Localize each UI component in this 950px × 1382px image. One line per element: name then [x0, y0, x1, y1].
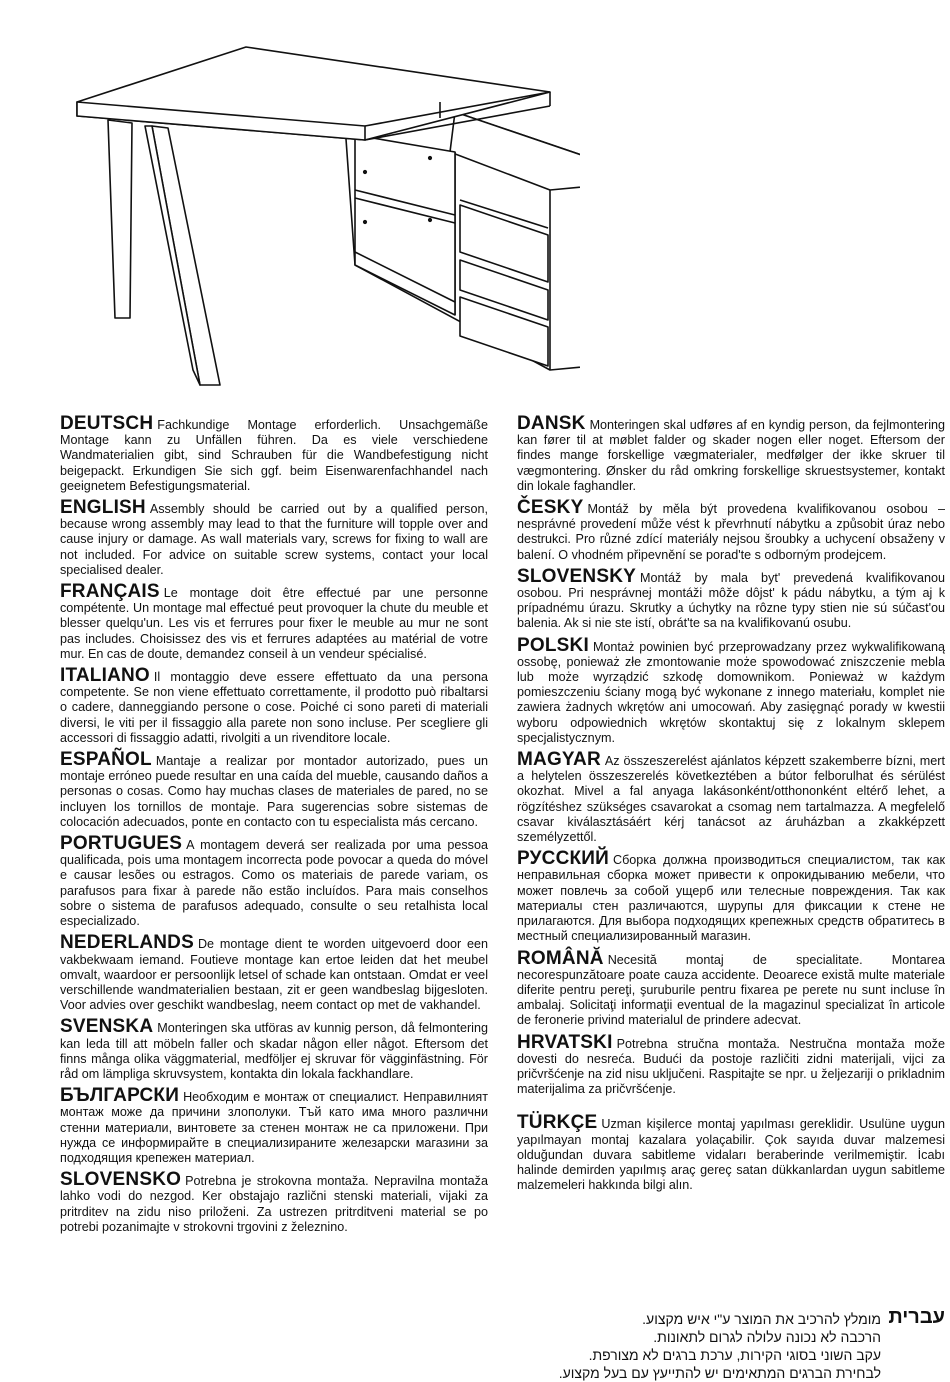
notice-pt: [60, 833, 488, 929]
notice-text: Montaż powinien być przeprowadzany przez wykwalifikowaną ossobę, ponieważ złe zmontowanie może spowodować zniszczenie mebla lub może wyrządzić szkodę domownikom. Ponieważ w każdym pomieszczeniu ściany mogą być wykonane z innego materiału, komplet nie zawiera żadnych wkrętów ani umocowań. Aby zasięgnąć porady w kwestii wyboru odpowiednich wkrętów skontaktuj się z lokalnym sklepem specjalistycznym.: [517, 639, 945, 745]
language-heading: HRVATSKI: [517, 1031, 613, 1053]
notice-text: Il montaggio deve essere effettuato da una persona competente. Se non viene effettuato correttamente, il prodotto può ribaltarsi o cadere, danneggiando persone o cose. Poiché ci sono pareti di materiali diversi, le viti per il fissaggio alla parete non sono incluse. Per scegliere gli accessori di fissaggio adatti, rivolgiti a un rivenditore locale.: [60, 670, 488, 745]
notice-es: [60, 749, 488, 830]
notice-text: Uzman kişilerce montaj yapılması gereklidir. Usulüne uygun yapılmayan montaj kazalara yolaçabilir. Çok sayıda duvar malzemesi olduğundan duvara sabitleme vidaları beraberinde verilmemiştir. İcabı halinde demirden yapılmış araç gereç satan dükkanlardan uygun sabitleme malzemeleri hakkında bilgi alın.: [517, 1117, 945, 1193]
language-heading: ROMÂNĂ: [517, 947, 604, 969]
notice-sl: [60, 1169, 488, 1235]
notice-fr: [60, 581, 488, 662]
notice-cs: [517, 497, 945, 563]
language-heading: FRANÇAIS: [60, 581, 160, 603]
notice-line: הרכבה לא נכונה עלולה לגרום לתאונות.: [653, 1329, 881, 1345]
notice-sk: [517, 565, 945, 632]
notice-text: Az összeszerelést ajánlatos képzett szakemberre bízni, mert a helytelen összeszerelés következtében a bútor felborulhat és sérülést okozhat. Mivel a fal anyaga lakásonként/otthononként eltérő lehet, a rögzítéshez szükséges csavarokat a csomag nem tartalmazza. A megfelelő csavar kiválasztásáért kérj tanácsot az áruházban a zkakképzett személyzettől.: [517, 754, 945, 845]
notice-text: Mantaje a realizar por montador autorizado, pues un montaje erróneo puede resultar en una caída del mueble, causando daños a personas o cosas. Como hay muchas clases de materiales de pared, no se incluyen los tornillos de montaje. Para sugerencias sobre sistemas de colocación adecuados, ponte en contacto con tu especialista más cercano.: [60, 754, 488, 829]
language-heading: SLOVENSKO: [60, 1169, 182, 1191]
notice-text: Monteringen skal udføres af en kyndig person, da fejlmontering kan fører til at møblet falder og skader nogen eller noget. Eftersom der findes mange forskellige vægmaterialer, medfølger der ikke skruer til vægmontering. Ønsker du råd omkring forskellige skruestsystemer, kontakt din lokale faghandler.: [517, 418, 945, 493]
left-column: [60, 413, 488, 1241]
notice-de: [60, 413, 488, 494]
notice-text: Необходим е монтаж от специалист. Неправилният монтаж може да причини злополуки. Тъй като има много различни стенни материали, винтовете за стенен монтаж не са приложени. При нужда се информирайте в специализираните железарски магазини за подходящия крепежен материал.: [60, 1090, 488, 1165]
language-heading: SLOVENSKY: [517, 565, 636, 587]
notice-tr: [517, 1112, 945, 1193]
notice-sv: [60, 1016, 488, 1082]
notice-text: Montáž by měla být provedena kvalifikovanou osobou – nesprávné provedení může vést k převrhnutí nábytku a způsobit úraz nebo destrukci. Pro různé zdící materiály nejsou šroubky a uchycení obsaženy v balení. O vhodném připevnění se porad'te s odborným prodejcem.: [517, 502, 945, 562]
notice-line: לבחירת הברגים המתאימים יש להתייעץ עם בעל מקצוע.: [558, 1365, 881, 1381]
language-heading: NEDERLANDS: [60, 932, 194, 954]
notice-bg: [60, 1085, 488, 1166]
notice-line: מומלץ להרכיב את המוצר ע"י איש מקצוע.: [642, 1311, 881, 1327]
notice-text: Assembly should be carried out by a qualified person, because wrong assembly may lead to that the furniture will topple over and cause injury or damage. As wall materials vary, screws for fixing to wall are not included. For advice on suitable screw systems, contact your local specialised dealer.: [60, 502, 488, 577]
language-heading: SVENSKA: [60, 1016, 154, 1038]
language-heading: ENGLISH: [60, 497, 146, 519]
language-heading: MAGYAR: [517, 749, 601, 771]
language-heading: PORTUGUES: [60, 833, 183, 855]
notice-line: עקב השוני בסוגי הקירות, ערכת ברגים לא מצורפת.: [588, 1347, 881, 1363]
notice-text: Monteringen ska utföras av kunnig person, då felmontering kan leda till att möbeln faller och skadar någon eller något. Eftersom det finns många olika väggmaterial, medföljer ej skruvar för vägginfästning. För råd om lämpliga skruvsystem, kontakta din lokala fackhandlare.: [60, 1021, 488, 1081]
notice-text: Fachkundige Montage erforderlich. Unsachgemäße Montage kann zu Unfällen führen. Da es viele verschiedene Wandmaterialien gibt, sind Schrauben für die Wandbefestigung nicht beigepackt. Erkundigen Sie sich ggf. beim Eisenwarenfachhandel nach geeignetem Befestigungsmaterial.: [60, 418, 488, 493]
language-heading: POLSKI: [517, 634, 589, 656]
notice-text: De montage dient te worden uitgevoerd door een vakbekwaam iemand. Foutieve montage kan ertoe leiden dat het meubel omvalt, waardoor er persoonlijk letsel of schade kan ontstaan. Omdat er veel verschillende wandmaterialien bestaan, zit er geen wandbeslag bijgesloten. Voor advies over geschikt wandbeslag, neem contact op met de vakhandel.: [60, 937, 488, 1013]
right-column: [517, 413, 945, 1199]
notice-text: Сборка должна производиться специалистом, так как неправильная сборка может привести к опрокидыванию мебели, что может повлечь за собой ущерб или телесные повреждения. Так как материалы стен различаются, шурупы для фиксации к стене не прилагаются. Для выбора подходящих крепежных средств обратитесь в местный специализированный магазин.: [517, 853, 945, 944]
notice-text: Potrebna je strokovna montaža. Nepravilna montaža lahko vodi do nezgod. Ker obstajajo različni stenski materiali, vijaki za pritrditev na zidu niso priloženi. Za ustrezen pritrditveni material se po potrebi pozanimajte v strokovni trgovini z železnino.: [60, 1174, 488, 1234]
language-heading: ITALIANO: [60, 665, 150, 687]
notice-da: [517, 413, 945, 494]
notice-ro: [517, 947, 945, 1029]
notice-nl: [60, 932, 488, 1013]
language-heading: TÜRKÇE: [517, 1112, 598, 1134]
notice-ru: [517, 848, 945, 944]
notice-text: Montáž by mala byt' prevedená kvalifikovanou osobou. Pri nesprávnej montáži môže dôjst' k pádu nábytku, a tým aj k prípadnému úrazu. Skrutky a úchytky na rôzne typy stien nie sú súčast'ou balenia. Ak si nie ste istí, obrát'te sa na kvalifikovanú osubu.: [517, 570, 945, 631]
notice-text: Potrebna stručna montaža. Nestručna montaža može dovesti do nesreća. Budući da postoje različiti zidni materijali, vijci za pričvršćenje na zid nisu uključeni. Raspitajte se npr. u željezariji o prikladnim materijalima za pričvršćenje.: [517, 1036, 945, 1097]
language-heading: БЪЛГАРСКИ: [60, 1085, 180, 1107]
notice-en: [60, 497, 488, 578]
language-heading: DANSK: [517, 413, 586, 434]
desk-illustration: [60, 40, 580, 400]
language-heading: DEUTSCH: [60, 413, 154, 434]
language-heading: РУССКИЙ: [517, 848, 609, 870]
notice-he: [500, 1306, 945, 1382]
language-heading: עברית: [888, 1306, 945, 1328]
language-heading: ČESKY: [517, 497, 584, 519]
notice-hu: [517, 749, 945, 845]
notice-it: [60, 665, 488, 746]
notice-hr: [517, 1031, 945, 1098]
language-heading: ESPAÑOL: [60, 749, 152, 771]
notice-text: Le montage doit être effectué par une personne compétente. Un montage mal effectué peut provoquer la chute du meuble et blesser quelqu'un. Les vis et ferrures pour fixer le meuble au mur ne sont pas includes. Choisissez des vis et ferrures adaptées au matérial de votre mur. En cas de doute, demandez conseil à un vendeur spécialisé.: [60, 586, 488, 661]
notice-text: Necesită montaj de specialitate. Montarea necorespunzătoare poate cauza accidente. Deoarece există multe materiale diferite pentru pereţi, şuruburile pentru fixarea pe perete nu sunt incluse în ambalaj. Solicitaţi informaţii eventual de la magazinul specializat în articole de feronerie privind materialul de prindere adecvat.: [517, 952, 945, 1028]
notice-pl: [517, 634, 945, 746]
notice-text: [500, 1310, 881, 1382]
notice-text: A montagem deverá ser realizada por uma pessoa qualificada, pois uma montagem incorrecta pode povocar a queda do móvel e causar lesões ou estragos. Como os materiais de parede variam, os parafusos para fixar à parede não estão incluídos. Para mais conselhos sobre o sistema de parafusos adequado, consulte o seu retalhista local especializado.: [60, 838, 488, 929]
